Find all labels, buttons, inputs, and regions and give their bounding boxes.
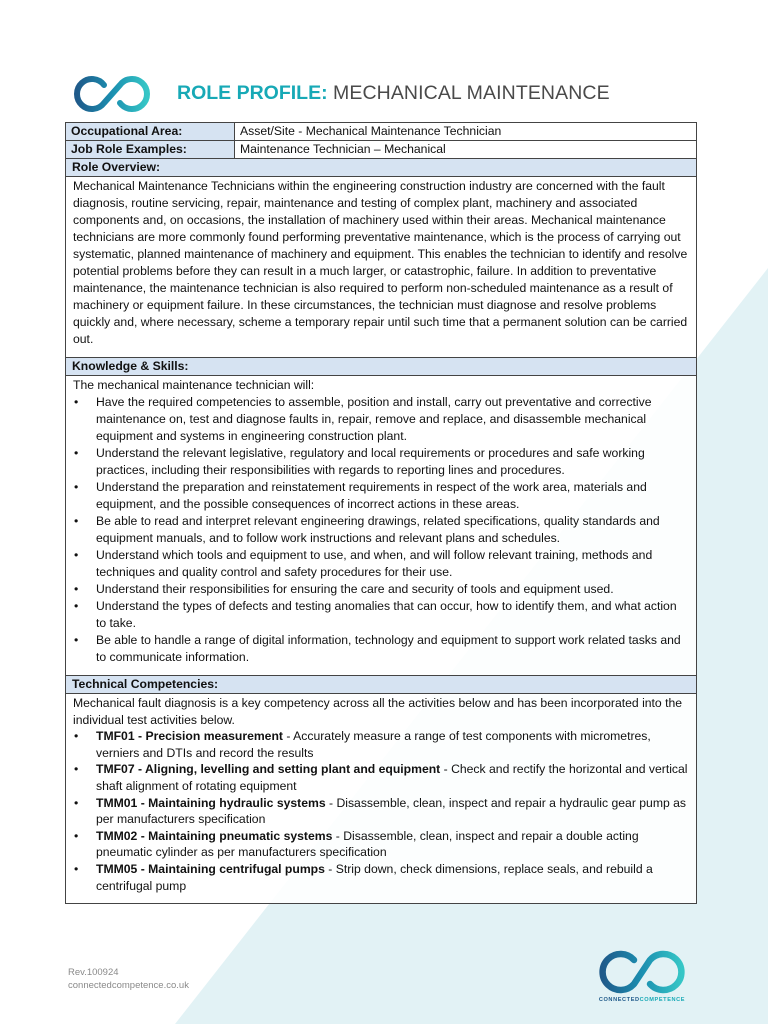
bullet-icon: • — [74, 828, 79, 843]
competency-title: Maintaining centrifugal pumps — [148, 861, 325, 876]
knowledge-skill-item — [73, 547, 688, 581]
bullet-icon: • — [74, 582, 79, 596]
competency-item — [73, 728, 688, 761]
brand-wordmark — [584, 997, 700, 1003]
knowledge-skill-text: Understand their responsibilities for ensuring the care and security of tools and equipment used. — [96, 582, 614, 596]
bullet-icon: • — [74, 599, 79, 613]
info-value: Maintenance Technician – Mechanical — [235, 141, 697, 159]
knowledge-skill-text: Have the required competencies to assemble, position and install, carry out preventative and corrective maintenance on, test and diagnose faults in, repair, remove and replace, and disassemble mechanical equipment and systems in engineering construction plant. — [96, 395, 652, 443]
knowledge-skill-item — [73, 479, 688, 513]
knowledge-skill-text: Understand the preparation and reinstatement requirements in respect of the work area, materials and equipment, and the possible consequences of incorrect actions in these areas. — [96, 480, 647, 511]
competency-item — [73, 795, 688, 828]
knowledge-skill-text: Understand the types of defects and testing anomalies that can occur, how to identify them, and what action to take. — [96, 599, 677, 630]
knowledge-skill-text: Understand the relevant legislative, regulatory and local requirements or procedures and safe working practices, including their responsibilities with regards to reporting lines and procedures. — [96, 446, 645, 477]
bullet-icon: • — [74, 762, 79, 777]
competency-separator: - — [137, 828, 149, 843]
info-label: Job Role Examples: — [66, 141, 235, 159]
competency-code: TMF01 — [96, 729, 135, 744]
technical-competencies-heading: Technical Competencies: — [66, 676, 696, 694]
bullet-icon: • — [74, 514, 79, 528]
page-title — [177, 82, 610, 105]
brand-competence: COMPETENCE — [639, 997, 686, 1003]
competency-separator: - — [324, 861, 336, 876]
bullet-icon: • — [74, 861, 79, 876]
competency-code: TMM05 — [96, 861, 138, 876]
competency-separator: - — [325, 795, 337, 810]
competency-separator: - — [134, 762, 145, 777]
role-info-table — [65, 122, 697, 159]
info-row-occupational-area — [66, 123, 697, 141]
role-overview-section — [65, 159, 697, 358]
knowledge-skill-item — [73, 445, 688, 479]
revision-number: Rev.100924 — [68, 967, 119, 978]
bullet-icon: • — [74, 446, 79, 460]
competency-code: TMF07 — [96, 762, 135, 777]
knowledge-skill-text: Be able to handle a range of digital information, technology and equipment to support work related tasks and to communicate information. — [96, 633, 681, 664]
competency-separator: - — [332, 828, 344, 843]
competency-description: Disassemble, clean, inspect and repair a double acting pneumatic cylinder as per manufacturers specification — [96, 828, 639, 860]
competency-description: Accurately measure a range of test components with micrometres, verniers and DTIs and record the results — [96, 729, 651, 760]
info-value: Asset/Site - Mechanical Maintenance Technician — [235, 123, 697, 141]
knowledge-skill-item — [73, 598, 688, 632]
role-overview-text: Mechanical Maintenance Technicians within the engineering construction industry are concerned with the fault diagnosis, routine servicing, repair, maintenance and testing of complex plant, machinery and associated components and, on occasions, the installation of machinery used within their areas. Mechanical maintenance technicians are more commonly found performing preventative maintenance, which is the process of carrying out systematic, planned maintenance of machinery and equipment. This enables the technician to identify and resolve potential problems before they can result in a much larger, or catastrophic, failure. In addition to preventative maintenance, the maintenance technician is also required to perform non-scheduled maintenance as a result of machinery or equipment failure. In these circumstances, the technician must diagnose and resolve problems quickly and, where necessary, scheme a temporary repair until such time that a permanent solution can be carried out. — [73, 179, 688, 346]
competency-title: Maintaining hydraulic systems — [148, 795, 326, 810]
bullet-icon: • — [74, 548, 79, 562]
technical-competencies-intro: Mechanical fault diagnosis is a key competency across all the activities below and has been incorporated into the individual test activities below. — [73, 696, 683, 727]
competency-description: Check and rectify the horizontal and vertical shaft alignment of rotating equipment — [96, 762, 688, 793]
knowledge-skill-item — [73, 581, 688, 598]
page-footer — [68, 966, 189, 992]
competency-separator: - — [137, 861, 149, 876]
competency-code: TMM02 — [96, 828, 138, 843]
bullet-icon: • — [74, 395, 79, 409]
brand-connected: CONNECTED — [598, 997, 640, 1003]
competency-item — [73, 861, 688, 894]
competency-code: TMM01 — [96, 795, 138, 810]
connected-competence-logo — [584, 950, 700, 1010]
competency-description: Strip down, check dimensions, replace seals, and rebuild a centrifugal pump — [96, 861, 653, 893]
bullet-icon: • — [74, 480, 79, 494]
competency-title: Precision measurement — [145, 729, 283, 744]
knowledge-skills-section — [65, 358, 697, 676]
role-profile-content — [65, 122, 697, 904]
bullet-icon: • — [74, 633, 79, 647]
knowledge-skill-item — [73, 632, 688, 666]
info-row-job-role-examples — [66, 141, 697, 159]
knowledge-skill-text: Be able to read and interpret relevant engineering drawings, related specifications, quality standards and equipment manuals, and to follow work instructions and relevant plans and schedules. — [96, 514, 660, 545]
infinity-logo-icon — [584, 950, 700, 996]
info-label: Occupational Area: — [66, 123, 235, 141]
role-overview-heading: Role Overview: — [66, 159, 696, 177]
bullet-icon: • — [74, 729, 79, 744]
bullet-icon: • — [74, 795, 79, 810]
knowledge-skill-item — [73, 513, 688, 547]
competency-title: Maintaining pneumatic systems — [148, 828, 333, 843]
knowledge-skills-intro: The mechanical maintenance technician will: — [73, 378, 315, 392]
competency-separator: - — [134, 729, 146, 744]
title-subject: MECHANICAL MAINTENANCE — [333, 82, 610, 104]
knowledge-skill-item — [73, 394, 688, 445]
knowledge-skills-list — [73, 394, 688, 666]
competency-title: Aligning, levelling and setting plant and equipment — [145, 762, 441, 777]
website-text: connectedcompetence.co.uk — [68, 980, 189, 991]
competency-separator: - — [440, 762, 452, 777]
competency-item — [73, 761, 688, 794]
competency-description: Disassemble, clean, inspect and repair a hydraulic gear pump as per manufacturers specification — [96, 795, 687, 827]
technical-competencies-section — [65, 676, 697, 904]
knowledge-skills-heading: Knowledge & Skills: — [66, 358, 696, 376]
competency-item — [73, 828, 688, 861]
competency-separator: - — [282, 729, 294, 744]
title-prefix: ROLE PROFILE: — [177, 82, 328, 104]
infinity-logo-icon — [68, 72, 156, 116]
knowledge-skill-text: Understand which tools and equipment to use, and when, and will follow relevant training, methods and techniques and quality control and safety procedures for their use. — [96, 548, 653, 579]
technical-competencies-list — [73, 728, 688, 894]
competency-separator: - — [137, 795, 149, 810]
